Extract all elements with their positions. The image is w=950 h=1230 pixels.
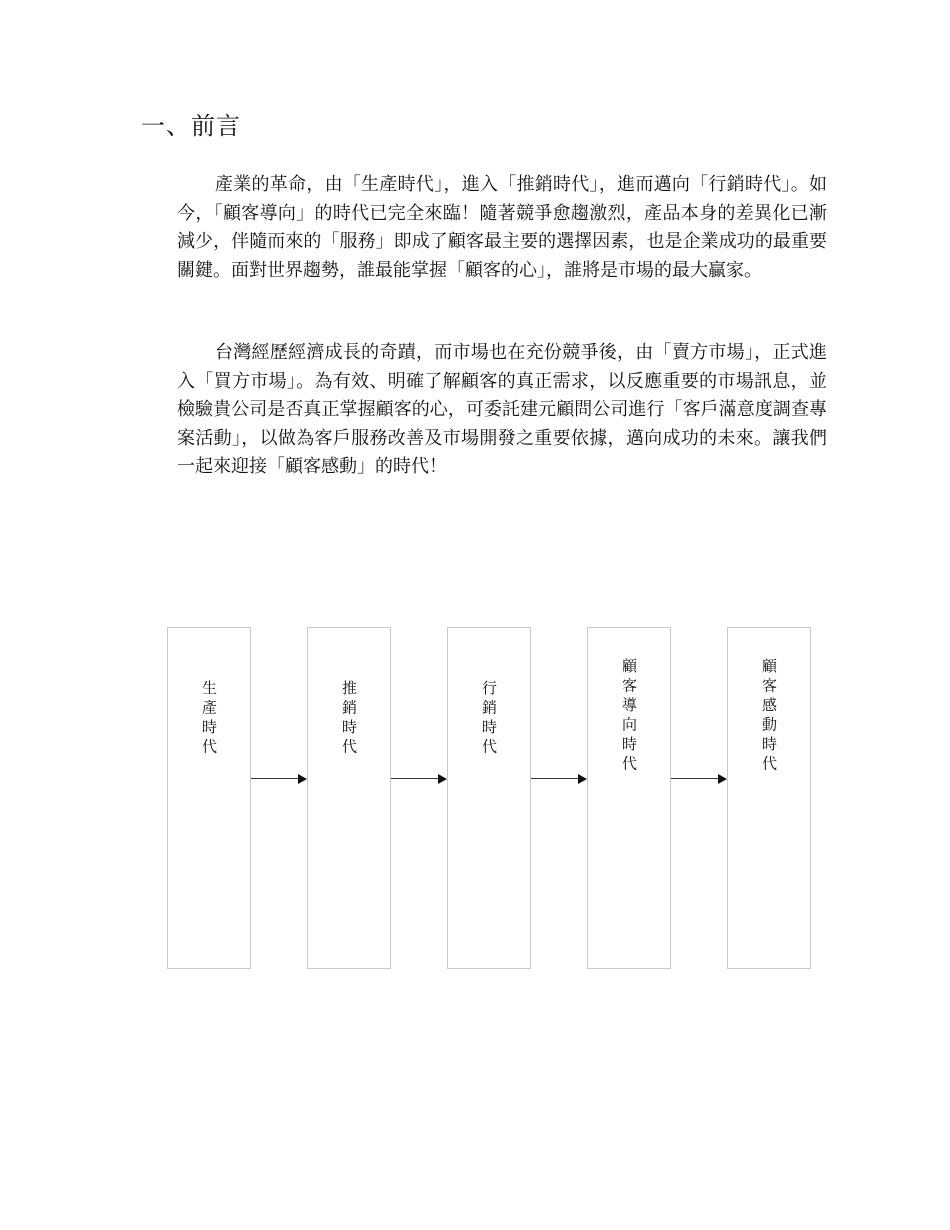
arrow-line bbox=[531, 778, 579, 779]
arrow-head-icon bbox=[298, 774, 307, 784]
stage-marketing-era bbox=[447, 627, 531, 969]
stage-label: 推銷時代 bbox=[340, 680, 358, 758]
stage-label: 顧客感動時代 bbox=[760, 658, 778, 775]
flow-arrow bbox=[671, 773, 727, 785]
stage-sales-era bbox=[307, 627, 391, 969]
stage-label: 生產時代 bbox=[200, 680, 218, 758]
arrow-line bbox=[391, 778, 439, 779]
section-heading: 一、前言 bbox=[141, 112, 241, 140]
arrow-head-icon bbox=[438, 774, 447, 784]
arrow-head-icon bbox=[578, 774, 587, 784]
stage-production-era bbox=[167, 627, 251, 969]
stage-customer-delight-era bbox=[727, 627, 811, 969]
flow-arrow bbox=[531, 773, 587, 785]
intro-paragraph-1: 產業的革命，由「生產時代」，進入「推銷時代」，進而邁向「行銷時代」。如今，「顧客導向」的時代已完全來臨！隨著競爭愈趨激烈，產品本身的差異化已漸減少，伴隨而來的「服務」即成了顧客最主要的選擇因素，也是企業成功的最重要關鍵。面對世界趨勢，誰最能掌握「顧客的心」，誰將是市場的最大贏家。 bbox=[177, 174, 827, 281]
flow-arrow bbox=[391, 773, 447, 785]
stage-label: 顧客導向時代 bbox=[620, 658, 638, 775]
flow-arrow bbox=[251, 773, 307, 785]
intro-paragraph-2: 台灣經歷經濟成長的奇蹟，而市場也在充份競爭後，由「賣方市場」，正式進入「買方市場」。為有效、明確了解顧客的真正需求，以反應重要的市場訊息，並檢驗貴公司是否真正掌握顧客的心，可委託建元顧問公司進行「客戶滿意度調查專案活動」，以做為客戶服務改善及市場開發之重要依據，邁向成功的未來。讓我們一起來迎接「顧客感動」的時代！ bbox=[177, 342, 827, 477]
arrow-line bbox=[251, 778, 299, 779]
stage-customer-oriented-era bbox=[587, 627, 671, 969]
arrow-head-icon bbox=[718, 774, 727, 784]
arrow-line bbox=[671, 778, 719, 779]
stage-label: 行銷時代 bbox=[480, 680, 498, 758]
